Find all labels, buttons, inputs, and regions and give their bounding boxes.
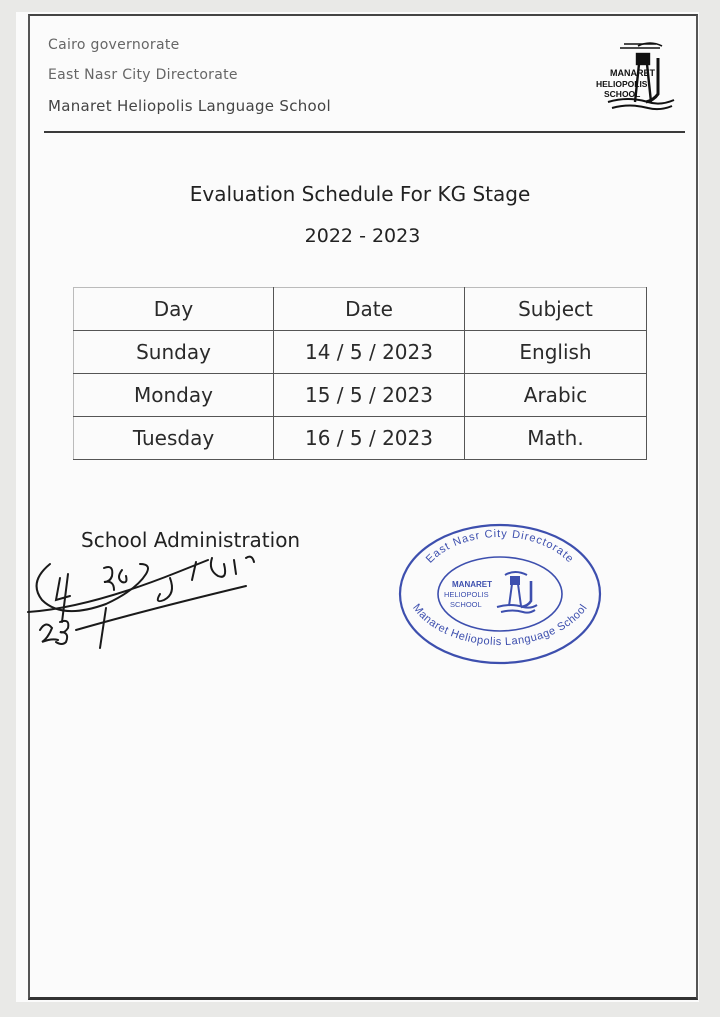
page-title: Evaluation Schedule For KG Stage — [189, 182, 531, 206]
svg-text:MANARET: MANARET — [452, 580, 492, 589]
svg-text:SCHOOL: SCHOOL — [604, 89, 641, 99]
column-header-date: Date — [274, 288, 465, 331]
cell-subject: English — [465, 331, 647, 374]
column-header-day: Day — [74, 288, 274, 331]
table-row — [74, 417, 647, 460]
svg-text:Manaret Heliopolis Language Sc: Manaret Heliopolis Language School — [410, 601, 590, 649]
svg-text:SCHOOL: SCHOOL — [450, 600, 482, 609]
header-divider — [44, 131, 685, 133]
svg-text:East Nasr City Directorate: East Nasr City Directorate — [423, 527, 577, 566]
academic-year: 2022 - 2023 — [304, 225, 421, 247]
header-directorate: East Nasr City Directorate — [48, 67, 238, 83]
svg-text:MANARET: MANARET — [610, 68, 655, 78]
table-header-row — [74, 288, 647, 331]
cell-day: Sunday — [74, 331, 274, 374]
cell-date: 15 / 5 / 2023 — [274, 374, 465, 417]
svg-text:HELIOPOLIS: HELIOPOLIS — [444, 590, 489, 599]
school-stamp — [397, 521, 603, 667]
schedule-table — [73, 287, 647, 460]
cell-day: Tuesday — [74, 417, 274, 460]
table-row — [74, 331, 647, 374]
cell-day: Monday — [74, 374, 274, 417]
page-border — [28, 14, 698, 1000]
stamp-lighthouse-icon — [497, 572, 537, 613]
column-header-subject: Subject — [465, 288, 647, 331]
school-administration-label: School Administration — [81, 528, 301, 552]
cell-date: 16 / 5 / 2023 — [274, 417, 465, 460]
cell-subject: Arabic — [465, 374, 647, 417]
header-school: Manaret Heliopolis Language School — [48, 97, 331, 115]
school-logo — [588, 36, 680, 118]
cell-subject: Math. — [465, 417, 647, 460]
cell-date: 14 / 5 / 2023 — [274, 331, 465, 374]
header-governorate: Cairo governorate — [48, 37, 180, 53]
handwritten-signature — [20, 548, 300, 658]
table-row — [74, 374, 647, 417]
svg-text:HELIOPOLIS: HELIOPOLIS — [596, 79, 648, 89]
